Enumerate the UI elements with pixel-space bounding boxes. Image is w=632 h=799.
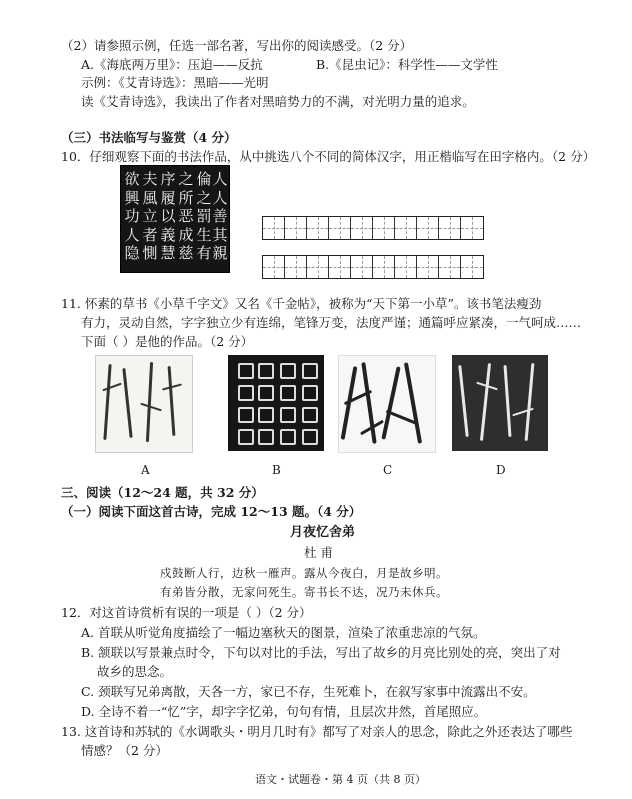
grid-cell[interactable]	[307, 217, 329, 239]
callig-char: 有	[196, 244, 212, 262]
grid-cell[interactable]	[373, 217, 395, 239]
callig-char: 以	[160, 207, 176, 225]
q12-option-b-line1: B. 颔联以写景兼点时令，下句以对比的手法，写出了故乡的月亮比别处的亮，突出了对	[81, 645, 561, 660]
callig-char: 成	[178, 225, 194, 244]
callig-char: 人	[212, 170, 228, 188]
calligraphy-option-a-image	[95, 355, 193, 453]
grid-cell[interactable]	[439, 217, 461, 239]
callig-char: 隐	[124, 244, 140, 262]
callig-char: 立	[142, 207, 158, 225]
callig-char: 履	[160, 188, 176, 207]
option-label-d: D	[496, 463, 506, 477]
callig-char: 之	[196, 188, 212, 207]
poem-title: 月夜忆舍弟	[290, 525, 356, 540]
grid-cell[interactable]	[263, 217, 285, 239]
q9-option-a: A.《海底两万里》：压迫——反抗	[81, 57, 263, 72]
grid-cell[interactable]	[329, 217, 351, 239]
practice-grid-row-1[interactable]	[262, 216, 484, 240]
callig-char: 善	[212, 207, 228, 225]
callig-char: 欲	[124, 170, 140, 188]
poem-author: 杜 甫	[304, 545, 333, 560]
callig-char: 之	[178, 170, 194, 188]
q9-answer: 读《艾青诗选》，我读出了作者对黑暗势力的不满，对光明力量的追求。	[81, 94, 475, 109]
q13-line2: 情感？（2 分）	[81, 743, 168, 758]
callig-char: 倫	[196, 170, 212, 188]
grid-cell[interactable]	[351, 217, 373, 239]
callig-char: 生	[196, 225, 212, 244]
calligraphy-column	[141, 170, 159, 263]
grid-cell[interactable]	[395, 256, 417, 278]
callig-char: 惻	[142, 244, 158, 262]
grid-cell[interactable]	[417, 217, 439, 239]
option-label-c: C	[383, 463, 393, 477]
poem-line-2: 有弟皆分散，无家问死生。寄书长不达，况乃未休兵。	[160, 585, 448, 599]
poem-line-1: 戍鼓断人行，边秋一雁声。露从今夜白，月是故乡明。	[160, 566, 448, 580]
calligraphy-option-c-image	[338, 355, 436, 453]
calligraphy-column	[211, 170, 229, 263]
grid-cell[interactable]	[461, 256, 483, 278]
grid-cell[interactable]	[351, 256, 373, 278]
grid-cell[interactable]	[263, 256, 285, 278]
grid-cell[interactable]	[395, 217, 417, 239]
calligraphy-artwork	[120, 165, 230, 273]
q11-line2: 有力，灵动自然，字字独立少有连绵，笔锋万变，法度严谨；通篇呼应紧凑，一气呵成……	[81, 315, 582, 330]
q9-option-b: B.《昆虫记》：科学性——文学性	[316, 57, 498, 72]
q11-line3: 下面（ ）是他的作品。（2 分）	[81, 334, 254, 349]
q12-option-d: D. 全诗不着一“忆”字，却字字忆弟，句句有情，且层次井然，首尾照应。	[81, 704, 487, 719]
q13-line1: 13. 这首诗和苏轼的《水调歌头・明月几时有》都写了对亲人的思念，除此之外还表达了哪些	[61, 724, 573, 739]
q10-stem: 10．仔细观察下面的书法作品，从中挑选八个不同的简体汉字，用正楷临写在田字格内。（2 分）	[61, 149, 596, 164]
page-footer: 语文・试题卷・第 4 页（共 8 页）	[255, 773, 426, 786]
callig-char: 慧	[160, 244, 176, 262]
option-label-a: A	[141, 463, 150, 477]
q12-option-a: A. 首联从听觉角度描绘了一幅边塞秋天的图景，渲染了浓重悲凉的气氛。	[81, 625, 486, 640]
calligraphy-option-b-image	[228, 355, 324, 451]
callig-char: 興	[124, 188, 140, 207]
grid-cell[interactable]	[439, 256, 461, 278]
grid-cell[interactable]	[461, 217, 483, 239]
part3-title: 三、阅读（12～24 题，共 32 分）	[61, 485, 264, 500]
calligraphy-column	[177, 170, 195, 263]
callig-char: 其	[212, 225, 228, 244]
grid-cell[interactable]	[285, 256, 307, 278]
callig-char: 罰	[196, 207, 212, 225]
part3-sub1: （一）阅读下面这首古诗，完成 12～13 题。（4 分）	[61, 504, 362, 519]
callig-char: 親	[212, 244, 228, 262]
q11-line1: 11. 怀素的草书《小草千字文》又名《千金帖》，被称为“天下第一小草”。该书笔法瘦劲	[61, 296, 542, 311]
calligraphy-option-d-image	[452, 355, 548, 451]
practice-grid-row-2[interactable]	[262, 255, 484, 279]
callig-char: 慈	[178, 244, 194, 262]
q12-option-b-line2: 故乡的思念。	[97, 664, 173, 679]
grid-cell[interactable]	[285, 217, 307, 239]
callig-char: 所	[178, 188, 194, 207]
callig-char: 人	[212, 188, 228, 207]
callig-char: 序	[160, 170, 176, 188]
callig-char: 者	[142, 225, 158, 244]
q9-example: 示例：《艾青诗选》：黑暗——光明	[81, 75, 269, 90]
calligraphy-column	[123, 170, 141, 263]
callig-char: 功	[124, 207, 140, 225]
grid-cell[interactable]	[373, 256, 395, 278]
q9-part2-stem: （2）请参照示例，任选一部名著，写出你的阅读感受。（2 分）	[61, 38, 413, 53]
callig-char: 義	[160, 225, 176, 244]
grid-cell[interactable]	[307, 256, 329, 278]
callig-char: 夫	[142, 170, 158, 188]
q12-option-c: C. 颈联写兄弟离散，天各一方，家已不存，生死难卜，在叙写家事中流露出不安。	[81, 684, 536, 699]
callig-char: 風	[142, 188, 158, 207]
option-label-b: B	[272, 463, 281, 477]
section3-title: （三）书法临写与鉴赏（4 分）	[61, 130, 237, 145]
q12-stem: 12．对这首诗赏析有误的一项是（ ）（2 分）	[61, 605, 312, 620]
calligraphy-column	[159, 170, 177, 263]
grid-cell[interactable]	[417, 256, 439, 278]
callig-char: 人	[124, 225, 140, 244]
callig-char: 恶	[178, 207, 194, 225]
grid-cell[interactable]	[329, 256, 351, 278]
